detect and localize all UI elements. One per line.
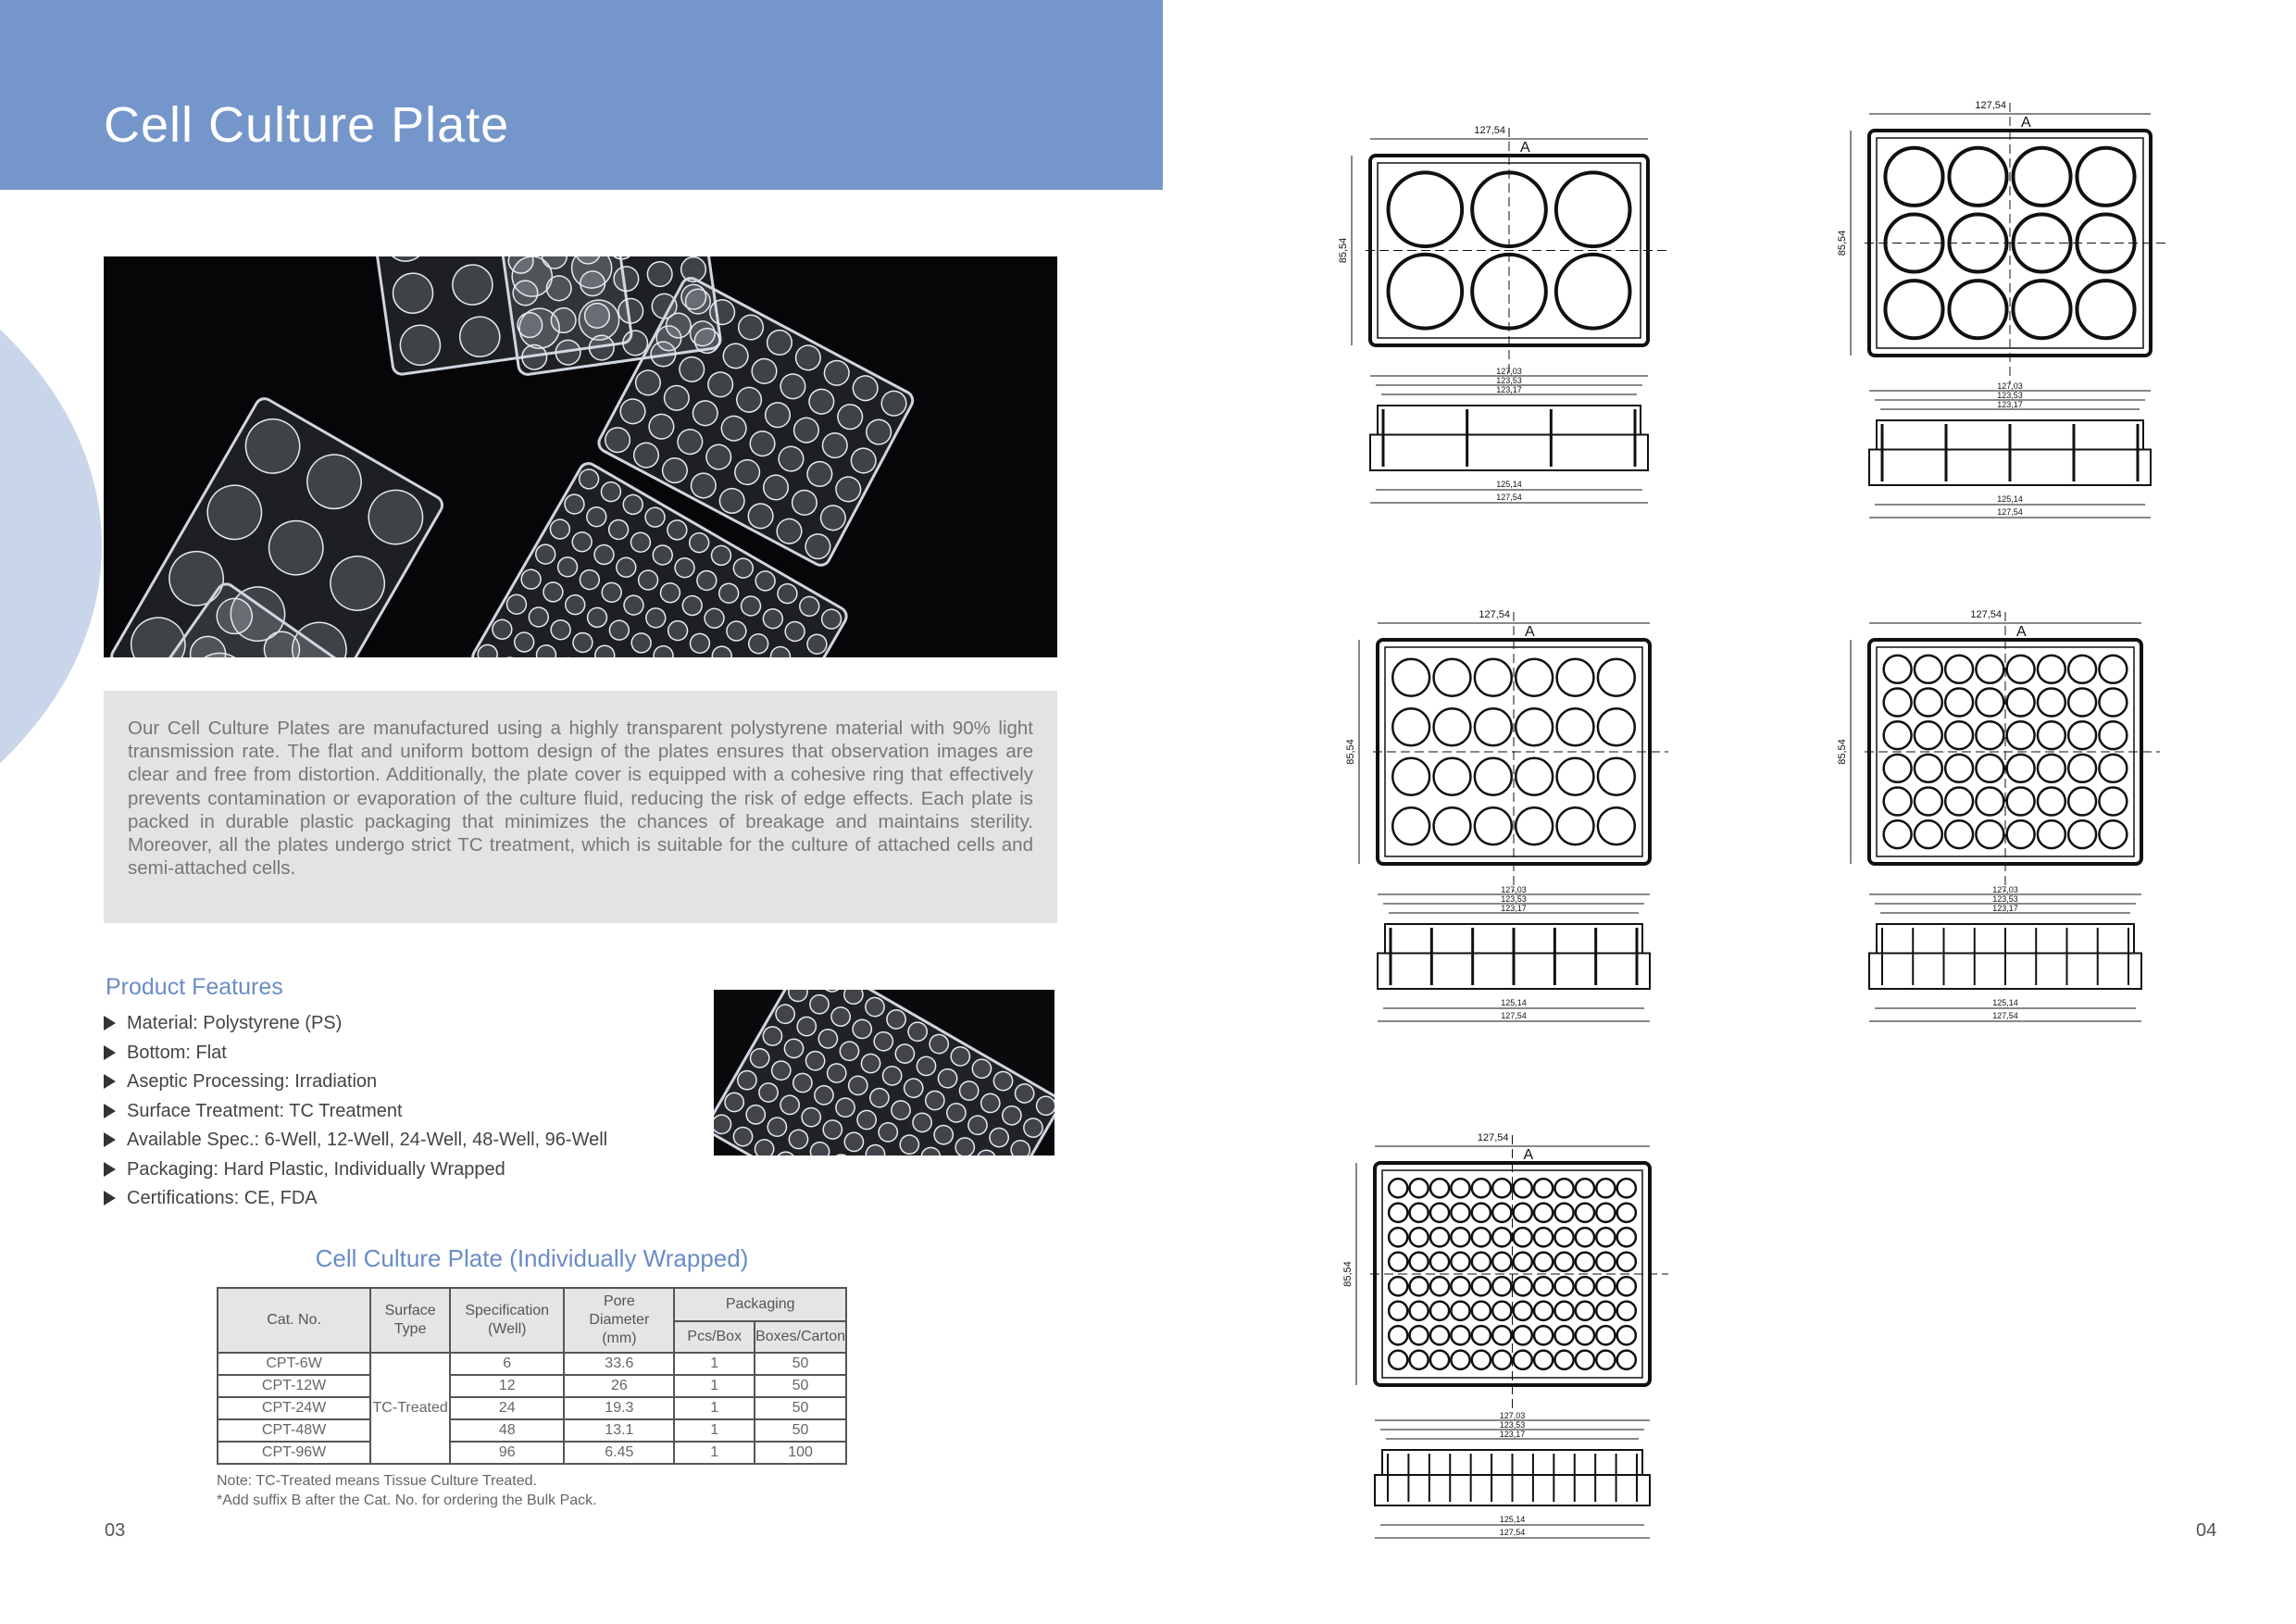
col-cat: Cat. No. [218, 1288, 370, 1353]
well [1976, 788, 2003, 816]
well [1976, 755, 2003, 782]
well [1451, 1204, 1469, 1222]
well [1554, 1253, 1573, 1271]
drawing-12-well [1837, 100, 2169, 518]
well [1945, 721, 1973, 749]
well [1472, 1228, 1491, 1246]
well [1475, 807, 1512, 844]
well [1451, 1253, 1469, 1271]
dim-width: 127,54 [1479, 609, 1510, 620]
side-dim: 127,03 [1501, 885, 1527, 894]
side-dim: 123,17 [1496, 385, 1522, 394]
well [1389, 1277, 1407, 1295]
well [1389, 1351, 1407, 1369]
table-row: CPT-96W 96 6.45 1 100 [218, 1442, 846, 1464]
well [1472, 1326, 1491, 1344]
plate-top-view [1837, 609, 2160, 892]
well [2068, 788, 2096, 816]
well [1514, 1253, 1532, 1271]
well [1410, 1179, 1429, 1197]
side-dim: 123,17 [1501, 904, 1527, 913]
col-pcs: Pcs/Box [674, 1321, 755, 1353]
side-dim: 127,54 [1499, 1528, 1526, 1537]
well [1598, 758, 1635, 795]
bullet-icon [104, 1074, 116, 1089]
well [1389, 1179, 1407, 1197]
bullet-icon [104, 1191, 116, 1206]
plate-top-view [1837, 100, 2169, 383]
well [1885, 281, 1942, 338]
well [1598, 708, 1635, 745]
well [1617, 1253, 1636, 1271]
well [1617, 1351, 1636, 1369]
dim-height: 85,54 [1837, 230, 1848, 256]
well [1534, 1228, 1553, 1246]
feature-item: Aseptic Processing: Irradiation [104, 1068, 607, 1097]
well [1392, 659, 1429, 696]
plate-side-view [1869, 885, 2141, 1021]
well [1884, 820, 1912, 848]
well [1389, 1302, 1407, 1320]
side-dim: 125,14 [1496, 480, 1522, 489]
well [1884, 788, 1912, 816]
drawing-48-well [1837, 609, 2160, 1021]
well [1514, 1228, 1532, 1246]
plate-side-view [1375, 1411, 1650, 1538]
side-dim: 127,03 [1992, 885, 2018, 894]
side-dim: 125,14 [1499, 1515, 1526, 1524]
well [1596, 1179, 1615, 1197]
well [2013, 281, 2070, 338]
side-dim: 125,14 [1501, 998, 1527, 1007]
well [2007, 788, 2035, 816]
well [1410, 1204, 1429, 1222]
well [1410, 1302, 1429, 1320]
well [1472, 1351, 1491, 1369]
well [1514, 1351, 1532, 1369]
side-dim: 123,17 [1992, 904, 2018, 913]
well [1514, 1302, 1532, 1320]
section-mark: A [1520, 140, 1530, 156]
well [1534, 1253, 1553, 1271]
well [1915, 755, 1942, 782]
well [1976, 820, 2003, 848]
plate-side-view [1378, 885, 1650, 1021]
bullet-icon [104, 1104, 116, 1118]
dim-width: 127,54 [1477, 1132, 1509, 1143]
well [1516, 758, 1553, 795]
well [1451, 1302, 1469, 1320]
side-dim: 127,03 [1997, 381, 2023, 391]
well [1472, 1204, 1491, 1222]
side-dim: 123,53 [1997, 391, 2023, 400]
well [1598, 807, 1635, 844]
well [1915, 788, 1942, 816]
well [1392, 758, 1429, 795]
well [1617, 1228, 1636, 1246]
dim-height: 85,54 [1837, 739, 1848, 765]
well [1492, 1179, 1511, 1197]
bullet-icon [104, 1045, 116, 1060]
well [2038, 721, 2065, 749]
plate-closeup-photo [714, 990, 1054, 1156]
well [1576, 1351, 1594, 1369]
note-line: Note: TC-Treated means Tissue Culture Treated. [217, 1473, 537, 1489]
well [1472, 1253, 1491, 1271]
well [1557, 708, 1594, 745]
well [2068, 755, 2096, 782]
well [1596, 1326, 1615, 1344]
features-list [104, 1009, 607, 1214]
side-dim: 123,17 [1997, 400, 2023, 409]
well [1410, 1326, 1429, 1344]
well [1492, 1204, 1511, 1222]
well [1915, 721, 1942, 749]
well [2038, 689, 2065, 717]
well [1554, 1326, 1573, 1344]
table-row: CPT-24W 24 19.3 1 50 [218, 1397, 846, 1419]
dim-height: 85,54 [1338, 237, 1349, 264]
note-line: *Add suffix B after the Cat. No. for ordering the Bulk Pack. [217, 1493, 597, 1508]
well [1434, 758, 1471, 795]
decorative-arc [0, 185, 106, 907]
well [1492, 1326, 1511, 1344]
well [1576, 1326, 1594, 1344]
well [1392, 708, 1429, 745]
well [1915, 689, 1942, 717]
drawing-24-well [1345, 609, 1668, 1021]
side-dim: 123,53 [1499, 1420, 1526, 1430]
well [1475, 659, 1512, 696]
well [1557, 807, 1594, 844]
spec-table [217, 1287, 847, 1465]
well [1516, 659, 1553, 696]
photo-plate [714, 990, 1054, 1156]
well [1514, 1326, 1532, 1344]
feature-item: Bottom: Flat [104, 1039, 607, 1068]
well [1410, 1253, 1429, 1271]
feature-item: Packaging: Hard Plastic, Individually Wrapped [104, 1156, 607, 1185]
drawing-96-well [1342, 1132, 1668, 1538]
well [2038, 788, 2065, 816]
well [2013, 148, 2070, 206]
well [1430, 1277, 1449, 1295]
well [1554, 1277, 1573, 1295]
plate-top-view [1342, 1132, 1668, 1413]
side-dim: 127,54 [1496, 493, 1522, 502]
well [1576, 1302, 1594, 1320]
well [1596, 1302, 1615, 1320]
well [1976, 689, 2003, 717]
well [1392, 807, 1429, 844]
well [2068, 656, 2096, 683]
dim-width: 127,54 [1975, 100, 2006, 111]
well [1514, 1204, 1532, 1222]
well [1451, 1277, 1469, 1295]
bullet-icon [104, 1132, 116, 1147]
well [1451, 1351, 1469, 1369]
well [2099, 820, 2127, 848]
well [1596, 1277, 1615, 1295]
dim-height: 85,54 [1345, 739, 1356, 765]
plate-side-view [1869, 381, 2151, 518]
well [1451, 1326, 1469, 1344]
table-row: CPT-6W TC-Treated 6 33.6 1 50 [218, 1353, 846, 1375]
features-title: Product Features [106, 974, 283, 1000]
well [2007, 689, 2035, 717]
dim-height: 85,54 [1342, 1261, 1354, 1287]
well [1472, 1277, 1491, 1295]
well [1534, 1277, 1553, 1295]
dim-width: 127,54 [1970, 609, 2002, 620]
well [1915, 656, 1942, 683]
well [1410, 1228, 1429, 1246]
plate-side-view [1370, 367, 1648, 503]
well [1576, 1179, 1594, 1197]
well [1945, 689, 1973, 717]
well [1554, 1204, 1573, 1222]
well [1514, 1179, 1532, 1197]
well [1596, 1228, 1615, 1246]
well [1556, 172, 1630, 246]
well [1516, 708, 1553, 745]
well [1434, 708, 1471, 745]
page-title: Cell Culture Plate [104, 97, 510, 153]
well [1576, 1204, 1594, 1222]
well [1598, 659, 1635, 696]
section-mark: A [2016, 624, 2027, 640]
well [2077, 281, 2134, 338]
well [1475, 758, 1512, 795]
page-number-right: 04 [2196, 1520, 2217, 1541]
side-dim: 127,54 [1501, 1011, 1527, 1020]
well [2099, 721, 2127, 749]
well [2038, 820, 2065, 848]
well [1410, 1351, 1429, 1369]
side-dim: 123,17 [1499, 1430, 1526, 1439]
well [2007, 820, 2035, 848]
well [1534, 1351, 1553, 1369]
table-notes [217, 1471, 597, 1510]
well [1596, 1351, 1615, 1369]
well [1516, 807, 1553, 844]
bullet-icon [104, 1162, 116, 1177]
well [1617, 1204, 1636, 1222]
well [2099, 656, 2127, 683]
col-boxes: Boxes/Carton [755, 1321, 846, 1353]
side-dim: 125,14 [1997, 494, 2023, 504]
feature-item: Surface Treatment: TC Treatment [104, 1097, 607, 1127]
well [1884, 721, 1912, 749]
well [1389, 255, 1463, 329]
well [1617, 1277, 1636, 1295]
well [2099, 755, 2127, 782]
well [1430, 1204, 1449, 1222]
well [1389, 1253, 1407, 1271]
well [1451, 1179, 1469, 1197]
well [1556, 255, 1630, 329]
table-row: CPT-12W 12 26 1 50 [218, 1375, 846, 1397]
well [1475, 708, 1512, 745]
well [1430, 1253, 1449, 1271]
well [1534, 1302, 1553, 1320]
side-dim: 123,53 [1501, 894, 1527, 904]
col-pore: Pore Diameter (mm) [564, 1288, 674, 1353]
side-dim: 123,53 [1992, 894, 2018, 904]
well [2068, 820, 2096, 848]
well [1576, 1253, 1594, 1271]
side-dim: 127,54 [1992, 1011, 2018, 1020]
well [1534, 1179, 1553, 1197]
well [1492, 1302, 1511, 1320]
well [1389, 172, 1463, 246]
well [1949, 148, 2006, 206]
well [1434, 659, 1471, 696]
well [1430, 1179, 1449, 1197]
dim-width: 127,54 [1474, 125, 1505, 136]
well [2038, 755, 2065, 782]
well [1596, 1204, 1615, 1222]
well [1884, 656, 1912, 683]
well [1451, 1228, 1469, 1246]
well [1557, 659, 1594, 696]
well [1514, 1277, 1532, 1295]
description: Our Cell Culture Plates are manufactured using a highly transparent polystyrene material with 90% light transmission rate. The flat and uniform bottom design of the plates ensures that observation images are clear and free from distortion. Additionally, the plate cover is equipped with a cohesive ring that effectively prevents contamination or evaporation of the culture fluid, reducing the risk of edge effects. Each plate is packed in durable plastic packaging that minimizes the chances of breakage and maintains sterility. Moreover, all the plates undergo strict TC treatment, which is suitable for the culture of attached cells and semi-attached cells. [104, 691, 1057, 923]
surface-type-cell: TC-Treated [370, 1353, 450, 1464]
feature-item: Material: Polystyrene (PS) [104, 1009, 607, 1039]
well [2077, 148, 2134, 206]
col-surface: Surface Type [370, 1288, 450, 1353]
well [1410, 1277, 1429, 1295]
page-number-left: 03 [105, 1520, 126, 1541]
well [1915, 820, 1942, 848]
side-dim: 123,53 [1496, 376, 1522, 385]
feature-item: Available Spec.: 6-Well, 12-Well, 24-Well, 48-Well, 96-Well [104, 1126, 607, 1156]
col-spec: Specification (Well) [450, 1288, 564, 1353]
technical-drawings [1148, 0, 2240, 1574]
well [2007, 721, 2035, 749]
col-packaging: Packaging [674, 1288, 846, 1321]
well [2007, 656, 2035, 683]
well [1472, 1179, 1491, 1197]
well [2099, 788, 2127, 816]
well [1576, 1228, 1594, 1246]
side-dim: 127,54 [1997, 507, 2023, 517]
well [1430, 1302, 1449, 1320]
section-mark: A [1523, 1147, 1534, 1163]
side-dim: 127,03 [1496, 367, 1522, 376]
product-photo [104, 256, 1057, 657]
well [1534, 1326, 1553, 1344]
well [1945, 820, 1973, 848]
well [2068, 721, 2096, 749]
well [1884, 689, 1912, 717]
well [1554, 1302, 1573, 1320]
well [1976, 656, 2003, 683]
side-dim: 127,03 [1499, 1411, 1526, 1420]
well [1976, 721, 2003, 749]
well [1617, 1302, 1636, 1320]
well [1945, 788, 1973, 816]
well [2038, 656, 2065, 683]
table-row: CPT-48W 48 13.1 1 50 [218, 1419, 846, 1442]
well [1596, 1253, 1615, 1271]
well [1945, 656, 1973, 683]
well [1554, 1179, 1573, 1197]
bullet-icon [104, 1016, 116, 1031]
section-mark: A [2021, 115, 2031, 131]
well [1430, 1351, 1449, 1369]
side-dim: 125,14 [1992, 998, 2018, 1007]
well [1949, 281, 2006, 338]
well [1492, 1228, 1511, 1246]
well [1389, 1326, 1407, 1344]
well [1617, 1179, 1636, 1197]
plate-top-view [1345, 609, 1668, 892]
well [2068, 689, 2096, 717]
well [1884, 755, 1912, 782]
well [1430, 1326, 1449, 1344]
section-mark: A [1525, 624, 1535, 640]
feature-item: Certifications: CE, FDA [104, 1184, 607, 1214]
well [1617, 1326, 1636, 1344]
well [1434, 807, 1471, 844]
well [2099, 689, 2127, 717]
well [1472, 1302, 1491, 1320]
well [1945, 755, 1973, 782]
well [2007, 755, 2035, 782]
well [1389, 1204, 1407, 1222]
well [1492, 1351, 1511, 1369]
table-title: Cell Culture Plate (Individually Wrapped) [315, 1244, 749, 1272]
well [1389, 1228, 1407, 1246]
well [1554, 1351, 1573, 1369]
well [1430, 1228, 1449, 1246]
well [1576, 1277, 1594, 1295]
drawing-6-well [1338, 125, 1666, 503]
well [1492, 1253, 1511, 1271]
well [1492, 1277, 1511, 1295]
well [1885, 148, 1942, 206]
well [1554, 1228, 1573, 1246]
well [1534, 1204, 1553, 1222]
plate-top-view [1338, 125, 1666, 373]
header-band [0, 0, 1163, 190]
well [1557, 758, 1594, 795]
